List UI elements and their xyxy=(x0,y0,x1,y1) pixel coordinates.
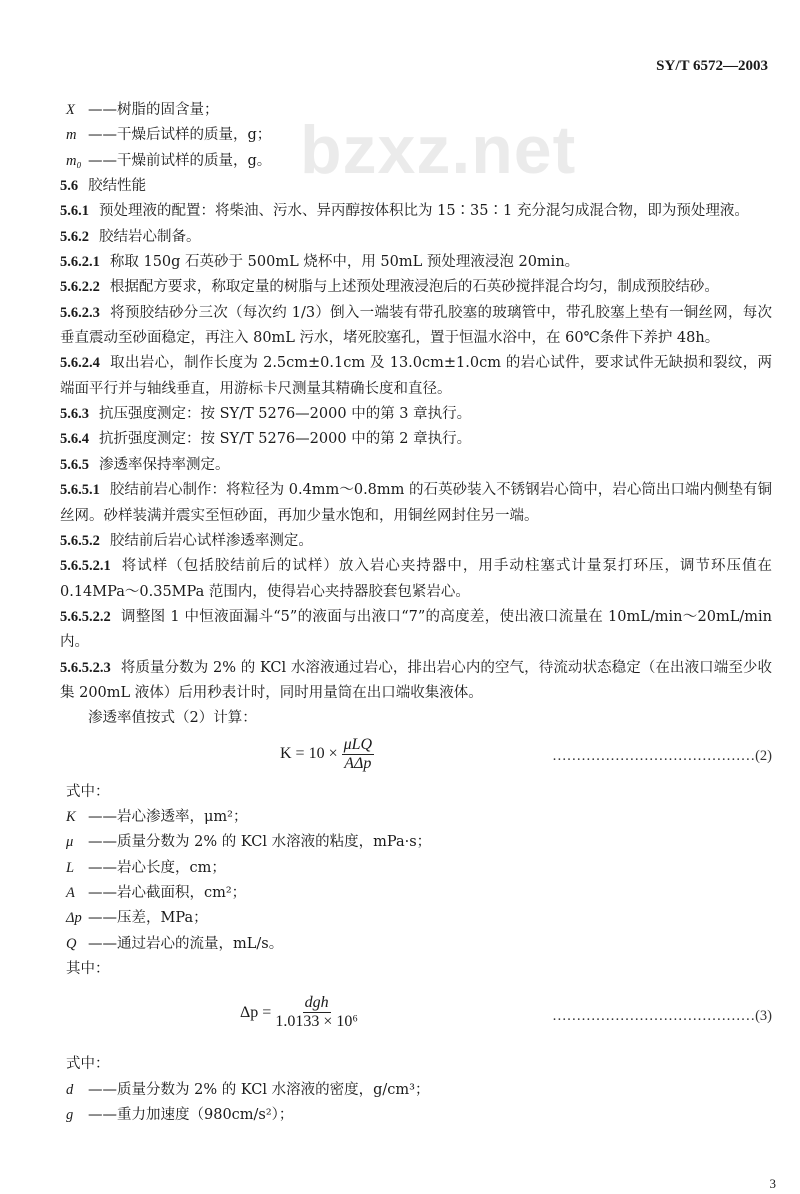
clause-text: 取出岩心，制作长度为 2.5cm±0.1cm 及 13.0cm±1.0cm 的岩心试件，要求试件无缺损和裂纹，两端面平行并与轴线垂直，用游标卡尺测量其精确长度和直径。 xyxy=(60,355,772,397)
clause-text: 抗压强度测定：按 SY/T 5276—2000 中的第 3 章执行。 xyxy=(99,406,472,423)
clause xyxy=(60,225,772,250)
where-label: 式中： xyxy=(66,1056,110,1073)
document-body xyxy=(60,98,772,1128)
definition-line xyxy=(60,932,772,957)
clause-text: 调整图 1 中恒液面漏斗“5”的液面与出液口“7”的高度差，使出液口流量在 10mL/min～20mL/min 内。 xyxy=(60,608,772,651)
clause-text: 预处理液的配置：将柴油、污水、异丙醇按体积比为 15∶35∶1 充分混匀成混合物，即为预处理液。 xyxy=(99,203,749,220)
symbol: A xyxy=(66,884,75,901)
clause xyxy=(60,453,772,478)
formula-lhs: Δp = xyxy=(240,1004,272,1022)
clause xyxy=(60,275,772,300)
symbol: L xyxy=(66,859,75,876)
clause xyxy=(60,250,772,275)
clause-number: 5.6.5.2.3 xyxy=(60,659,111,676)
clause-text: 胶结前岩心制作：将粒径为 0.4mm～0.8mm 的石英砂装入不锈钢岩心筒中，岩心筒出口端内侧垫有铜丝网。砂样装满并震实至恒砂面，再加少量水饱和，用铜丝网封住另一端。 xyxy=(60,482,772,524)
clause-number: 5.6.5.1 xyxy=(60,482,100,499)
formula-2 xyxy=(60,736,772,776)
definition-line xyxy=(60,830,772,855)
formula-intro: 渗透率值按式（2）计算： xyxy=(88,710,257,727)
symbol: d xyxy=(66,1081,74,1098)
clause-text: 称取 150g 石英砂于 500mL 烧杯中，用 50mL 预处理液浸泡 20min。 xyxy=(109,254,580,271)
clause-number: 5.6.2.1 xyxy=(60,254,100,271)
definition-line xyxy=(60,906,772,931)
clause xyxy=(60,529,772,554)
definition-text: ——压差，MPa； xyxy=(88,910,208,927)
clause xyxy=(60,605,772,656)
clause-number: 5.6.5.2.1 xyxy=(60,558,111,575)
definition-text: ——重力加速度（980cm/s²）； xyxy=(88,1107,294,1124)
definition-line xyxy=(60,149,772,174)
clause-text: 胶结前后岩心试样渗透率测定。 xyxy=(109,532,313,549)
clause xyxy=(60,427,772,452)
clause xyxy=(60,554,772,605)
definition-text: ——质量分数为 2% 的 KCl 水溶液的密度，g/cm³； xyxy=(88,1081,430,1098)
clause-number: 5.6.2.4 xyxy=(60,355,100,372)
equation-number: ……………………………………(3) xyxy=(552,1008,772,1025)
clause-number: 5.6.5 xyxy=(60,456,89,473)
clause xyxy=(60,478,772,529)
definition-text: ——树脂的固含量； xyxy=(88,102,219,118)
definition-line xyxy=(60,881,772,906)
definition-line xyxy=(60,123,772,148)
clause-number: 5.6.2 xyxy=(60,228,89,245)
definition-text: ——岩心截面积，cm²； xyxy=(88,884,247,901)
symbol: Δp xyxy=(66,910,82,927)
formula-numerator: dgh xyxy=(304,994,329,1012)
clause xyxy=(60,174,772,199)
formula-denominator: AΔp xyxy=(344,754,372,772)
clause-text: 将质量分数为 2% 的 KCl 水溶液通过岩心，排出岩心内的空气，待流动状态稳定（在出液口端至少收集 200mL 液体）后用秒表计时，同时用量筒在出口端收集液体。 xyxy=(60,659,772,701)
formula-3 xyxy=(60,990,772,1044)
clause xyxy=(60,351,772,402)
definition-text: ——岩心长度，cm； xyxy=(88,859,226,876)
definition-line xyxy=(60,1078,772,1103)
clause-text: 将预胶结砂分三次（每次约 1/3）倒入一端装有带孔胶塞的玻璃管中，带孔胶塞上垫有一铜丝网，每次垂直震动至砂面稳定，再注入 80mL 污水，堵死胶塞孔，置于恒温水浴中，在 60℃条件下养护 48h。 xyxy=(60,304,772,347)
symbol: X xyxy=(66,102,75,118)
clause-number: 5.6.5.2 xyxy=(60,532,100,549)
clause-number: 5.6.2.2 xyxy=(60,279,100,296)
clauses xyxy=(60,174,772,706)
definition-line xyxy=(60,805,772,830)
clause-number: 5.6.4 xyxy=(60,431,89,448)
page-number: 3 xyxy=(769,1176,776,1191)
symbol: Q xyxy=(66,935,77,952)
definition-text: ——干燥后试样的质量，g； xyxy=(88,127,272,144)
clause-text: 根据配方要求，称取定量的树脂与上述预处理液浸泡后的石英砂搅拌混合均匀，制成预胶结砂。 xyxy=(109,279,719,296)
clause-text: 渗透率保持率测定。 xyxy=(99,456,230,473)
symbol: μ xyxy=(66,834,74,851)
clause-number: 5.6 xyxy=(60,178,79,195)
clause xyxy=(60,301,772,352)
clause-text: 抗折强度测定：按 SY/T 5276—2000 中的第 2 章执行。 xyxy=(99,431,472,448)
clause-text: 将试样（包括胶结前后的试样）放入岩心夹持器中，用手动柱塞式计量泵打环压，调节环压值在 0.14MPa～0.35MPa 范围内，使得岩心夹持器胶套包紧岩心。 xyxy=(60,558,772,600)
clause-text: 胶结岩心制备。 xyxy=(99,228,201,245)
formula-denominator: 1.0133 × 10⁶ xyxy=(275,1013,358,1031)
clause-number: 5.6.1 xyxy=(60,203,89,220)
formula-lhs: K = 10 × xyxy=(280,745,338,763)
among-label: 其中： xyxy=(66,961,110,977)
where-label: 式中： xyxy=(66,783,110,800)
watermark: bzxz.net xyxy=(300,112,577,188)
definitions-3 xyxy=(60,1078,772,1129)
clause xyxy=(60,199,772,224)
formula-numerator: μLQ xyxy=(343,735,373,753)
standard-code-header: SY/T 6572—2003 xyxy=(656,58,768,74)
clause xyxy=(60,402,772,427)
definition-line xyxy=(60,1103,772,1128)
clause xyxy=(60,656,772,707)
clause-number: 5.6.2.3 xyxy=(60,304,100,321)
definition-text: ——通过岩心的流量，mL/s。 xyxy=(88,935,284,952)
symbol: K xyxy=(66,808,76,825)
symbol: m xyxy=(66,127,77,144)
definition-line xyxy=(60,98,772,123)
clause-number: 5.6.3 xyxy=(60,406,89,423)
definition-line xyxy=(60,856,772,881)
clause-number: 5.6.5.2.2 xyxy=(60,608,111,625)
definition-text: ——岩心渗透率，μm²； xyxy=(88,808,248,825)
definition-text: ——质量分数为 2% 的 KCl 水溶液的粘度，mPa·s； xyxy=(88,834,432,851)
definitions-2 xyxy=(60,805,772,957)
equation-number: ……………………………………(2) xyxy=(552,747,772,764)
symbol: g xyxy=(66,1107,74,1124)
clause-text: 胶结性能 xyxy=(88,178,147,195)
definition-text: ——干燥前试样的质量，g。 xyxy=(88,152,272,169)
symbol: m₀ xyxy=(66,152,82,169)
